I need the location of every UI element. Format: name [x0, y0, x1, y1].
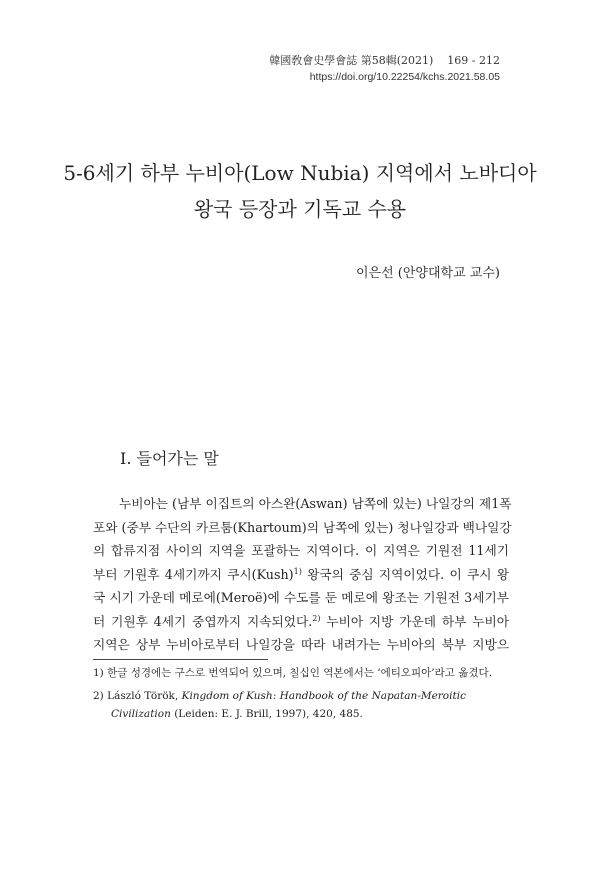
footnote-1: 1) 한글 성경에는 구스로 번역되어 있으며, 칠십인 역본에서는 ‘에티오피아’라고 옮겼다. — [93, 667, 493, 679]
title-line-1: 5-6세기 하부 누비아(Low Nubia) 지역에서 노바디아 — [63, 161, 537, 185]
doi-link[interactable]: https://doi.org/10.22254/kchs.2021.58.05 — [309, 71, 500, 83]
body-paragraph — [93, 492, 512, 657]
footnote-ref-2[interactable]: 2) — [312, 613, 321, 623]
footnote-divider — [93, 659, 268, 660]
journal-name: 韓國敎會史學會誌 — [269, 54, 358, 67]
footnotes — [93, 664, 511, 728]
body-line-6-end: 누비아 지방 가운데 하부 누비아 — [320, 613, 509, 629]
running-header — [269, 52, 500, 86]
footnote-2-author: 2) László Török, — [93, 690, 182, 702]
author-line: 이은선 (안양대학교 교수) — [356, 266, 500, 281]
footnote-ref-1[interactable]: 1) — [293, 566, 302, 576]
body-line-5: 국 시기 가운데 메로에(Meroë)에 수도를 둔 메로에 왕조는 기원전 3세기부 — [93, 590, 509, 605]
body-line-6 — [93, 610, 509, 634]
body-line-4 — [93, 563, 509, 587]
body-line-1: 누비아는 (남부 이집트의 아스완(Aswan) 남쪽에 있는) 나일강의 제1폭 — [119, 496, 512, 511]
paper-title — [40, 155, 560, 227]
section-heading: I. 들어가는 말 — [120, 449, 219, 468]
body-line-6-start: 터 기원후 4세기 중엽까지 지속되었다. — [93, 613, 313, 629]
title-line-2: 왕국 등장과 기독교 수용 — [193, 197, 407, 221]
footnote-2-book-title: Kingdom of Kush: Handbook of the Napatan-Meroitic Civilization — [111, 690, 466, 720]
footnote-2 — [93, 687, 511, 723]
page-range: 169 - 212 — [447, 54, 500, 67]
journal-citation — [269, 52, 500, 69]
journal-volume: 第58輯(2021) — [360, 54, 434, 67]
body-line-3: 의 합류지점 사이의 지역을 포괄하는 지역이다. 이 지역은 기원전 11세기 — [93, 543, 509, 558]
body-line-4-end: 왕국의 중심 지역이었다. 이 쿠시 왕 — [301, 566, 509, 582]
body-line-4-start: 부터 기원후 4세기까지 쿠시(Kush) — [93, 566, 294, 582]
body-line-2: 포와 (중부 수단의 카르툼(Khartoum)의 남쪽에 있는) 청나일강과 백나일강 — [93, 519, 512, 535]
body-line-7: 지역은 상부 누비아로부터 나일강을 따라 내려가는 누비아의 북부 지방으 — [93, 637, 509, 652]
footnote-2-publication: (Leiden: E. J. Brill, 1997), 420, 485. — [170, 708, 363, 720]
